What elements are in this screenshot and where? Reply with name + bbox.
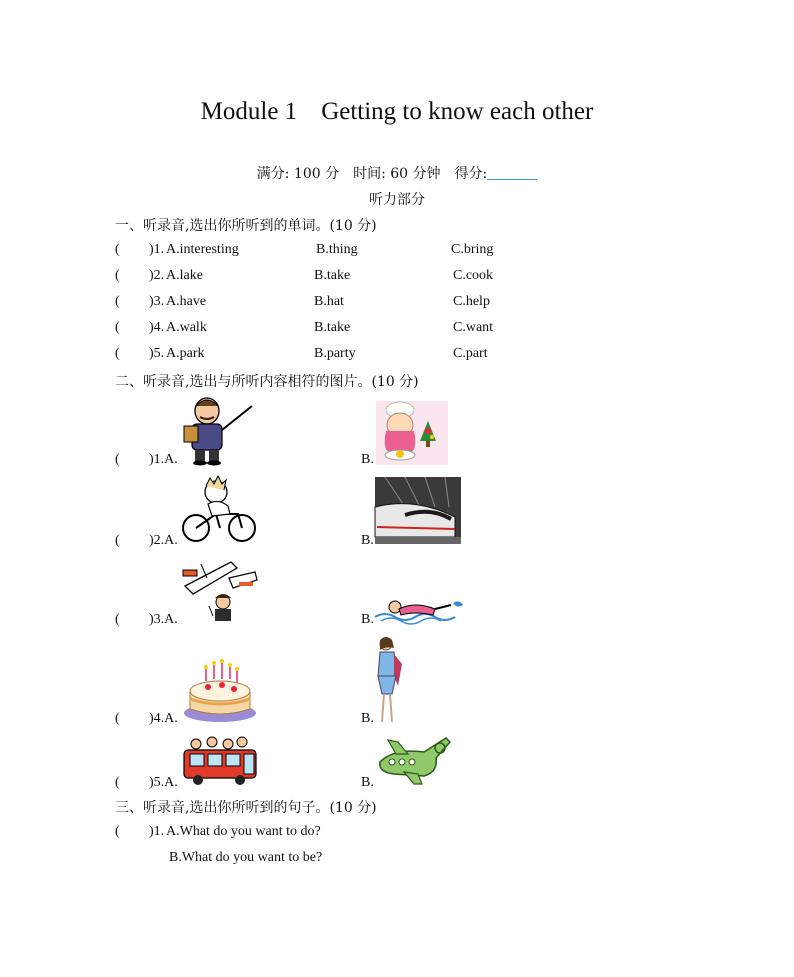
s2-paren-3: (	[115, 612, 120, 627]
s1-option-c-3: C.help	[453, 294, 490, 309]
section2-heading: 二、听录音,选出与所听内容相符的图片。(10 分)	[115, 374, 419, 390]
page-title	[0, 98, 794, 126]
birthday-cake-icon	[182, 657, 258, 723]
s2-label-a-1: )1.A.	[149, 452, 178, 467]
teacher-pointer-icon	[180, 396, 255, 466]
s2-paren-2: (	[115, 533, 120, 548]
full-score: 满分: 100 分	[256, 166, 340, 182]
pilot-plane-icon	[181, 556, 259, 624]
airplane-icon	[374, 732, 456, 786]
s1-option-b-2: B.take	[314, 268, 351, 283]
bullet-train-icon	[375, 477, 461, 544]
part-heading: 听力部分	[369, 192, 425, 208]
s1-option-b-1: B.thing	[316, 242, 358, 257]
s1-paren-5: (	[115, 346, 120, 361]
s1-option-a-3: A.have	[166, 294, 207, 309]
s3-option-a-1: A.What do you want to do?	[166, 824, 321, 839]
s1-option-a-4: A.walk	[166, 320, 207, 335]
s1-option-a-1: A.interesting	[166, 242, 239, 257]
section3-heading: 三、听录音,选出你所听到的句子。(10 分)	[115, 800, 377, 816]
s1-option-a-5: A.park	[166, 346, 205, 361]
section1-heading: 一、听录音,选出你所听到的单词。(10 分)	[115, 218, 377, 234]
s3-option-b-1: B.What do you want to be?	[169, 850, 323, 865]
s2-label-a-5: )5.A.	[149, 775, 178, 790]
s1-option-c-4: C.want	[453, 320, 494, 335]
s1-num-3: )3.	[149, 294, 165, 309]
s1-paren-2: (	[115, 268, 120, 283]
girl-cook-icon	[376, 401, 448, 465]
s2-label-a-2: )2.A.	[149, 533, 178, 548]
s2-label-a-3: )3.A.	[149, 612, 178, 627]
s1-paren-1: (	[115, 242, 120, 257]
s2-label-b-5: B.	[361, 775, 374, 790]
s1-option-a-2: A.lake	[166, 268, 203, 283]
s1-option-b-3: B.hat	[314, 294, 344, 309]
title-module: Module 1	[200, 98, 298, 125]
s2-label-a-4: )4.A.	[149, 711, 178, 726]
score-info-line	[0, 163, 794, 183]
s2-label-b-4: B.	[361, 711, 374, 726]
swimmer-icon	[375, 597, 465, 625]
s1-option-c-5: C.part	[453, 346, 488, 361]
s1-option-b-4: B.take	[314, 320, 351, 335]
s2-paren-5: (	[115, 775, 120, 790]
s3-num-1: )1.	[149, 824, 165, 839]
s2-label-b-1: B.	[361, 452, 374, 467]
s1-paren-4: (	[115, 320, 120, 335]
s1-num-1: )1.	[149, 242, 165, 257]
score-blank[interactable]	[487, 166, 537, 180]
woman-dress-icon	[370, 636, 406, 726]
time-limit: 时间: 60 分钟	[353, 166, 441, 182]
s2-label-b-2: B.	[361, 533, 374, 548]
s2-paren-1: (	[115, 452, 120, 467]
bus-people-icon	[182, 736, 260, 786]
title-text: Getting to know each other	[321, 98, 594, 125]
s1-option-c-1: C.bring	[451, 242, 494, 257]
s1-option-c-2: C.cook	[453, 268, 494, 283]
s1-paren-3: (	[115, 294, 120, 309]
s2-label-b-3: B.	[361, 612, 374, 627]
s2-paren-4: (	[115, 711, 120, 726]
score-label: 得分:	[454, 166, 488, 182]
boy-bike-icon	[180, 476, 260, 544]
s1-num-5: )5.	[149, 346, 165, 361]
s1-option-b-5: B.party	[314, 346, 356, 361]
s1-num-4: )4.	[149, 320, 165, 335]
s3-paren-1: (	[115, 824, 120, 839]
s1-num-2: )2.	[149, 268, 165, 283]
